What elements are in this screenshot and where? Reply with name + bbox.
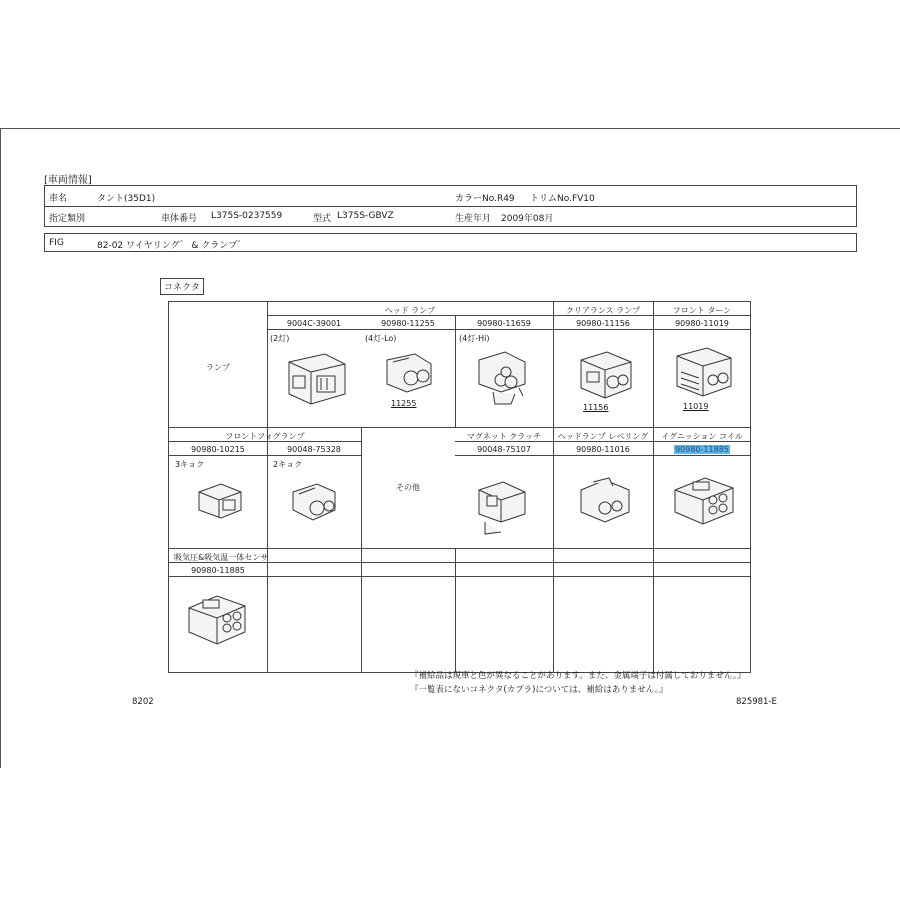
- category-other: その他: [396, 483, 420, 492]
- category-clearance-lamp: クリアランス ランプ: [565, 306, 641, 315]
- fig-label: FIG: [49, 238, 64, 248]
- part-number: 90980-11255: [381, 319, 435, 328]
- category-front-fog: フロントフォグランプ: [225, 432, 305, 441]
- production-value: 2009年08月: [501, 214, 554, 224]
- parts-sheet: [0, 128, 900, 768]
- model-label: 型式: [313, 214, 332, 224]
- section-label: [車両情報]: [44, 175, 92, 186]
- category-magnet-clutch: マグネット クラッチ: [466, 432, 542, 441]
- class-label: 指定類別: [49, 214, 86, 224]
- category-front-turn: フロント ターン: [672, 306, 732, 315]
- sheet-border-left: [0, 128, 1, 768]
- category-map-sensor: 吸気圧&吸気温一体センサ: [174, 553, 269, 562]
- fig-box: [44, 233, 857, 252]
- part-number: 9004C-39001: [286, 319, 342, 328]
- part-tag: 11156: [583, 403, 609, 412]
- variant-note: (4灯-Hi): [459, 334, 490, 343]
- sheet-border-top: [0, 128, 900, 129]
- vehicle-name-value: タント(35D1): [97, 194, 156, 204]
- body-no-label: 車体番号: [161, 214, 198, 224]
- connector-image: [671, 342, 737, 404]
- connector-image: [669, 470, 741, 532]
- part-tag: 11255: [391, 399, 417, 408]
- vehicle-name-label: 車名: [49, 194, 68, 204]
- connector-image: [183, 586, 253, 656]
- part-number: 90980-11016: [576, 445, 630, 454]
- connector-image: [575, 346, 639, 406]
- part-number: 90048-75328: [287, 445, 341, 454]
- category-ignition-coil: イグニッション コイル: [661, 432, 743, 441]
- page-number: 8202: [132, 697, 154, 707]
- part-number: 90048-75107: [477, 445, 531, 454]
- vehicle-info-row-1: [45, 186, 856, 207]
- connector-image: [193, 478, 249, 524]
- trim-no: トリムNo.FV10: [530, 194, 595, 204]
- category-lamp: ランプ: [206, 363, 230, 372]
- part-number: 90980-10215: [191, 445, 245, 454]
- body-no-value: L375S-0237559: [211, 211, 283, 221]
- note-line: 『補給品は現車と色が異なることがあります。また、金属端子は付属しておりません。』: [410, 671, 746, 681]
- part-number: 90980-11156: [576, 319, 630, 328]
- category-headlamp: ヘッド ランプ: [384, 306, 436, 315]
- variant-note: 2キョク: [273, 460, 303, 469]
- connector-table: [168, 301, 751, 673]
- connector-image: [575, 472, 639, 532]
- connector-image: [471, 344, 537, 410]
- part-number: 90980-11019: [675, 319, 729, 328]
- document-code: 825981-E: [736, 697, 777, 707]
- vehicle-info-box: [44, 185, 857, 227]
- note-line: 『一覧表にないコネクタ(カプラ)については、補給はありません。』: [410, 685, 668, 695]
- category-headlamp-leveling: ヘッドランプ レベリング: [557, 432, 649, 441]
- highlighted-part-number: 90980-11885: [675, 445, 729, 454]
- part-number: 90980-11885: [191, 566, 245, 575]
- vehicle-info-row-2: [45, 206, 856, 226]
- connector-image: [471, 472, 537, 538]
- part-tag: 11019: [683, 402, 709, 411]
- connector-image: [379, 348, 439, 398]
- variant-note: 3キョク: [175, 460, 205, 469]
- model-value: L375S-GBVZ: [337, 211, 394, 221]
- production-label: 生産年月: [455, 214, 492, 224]
- fig-value: 82-02 ワイヤリング゛ & クランプ゛: [97, 241, 247, 251]
- connector-section-label: コネクタ: [160, 278, 204, 295]
- color-no: カラーNo.R49: [455, 194, 515, 204]
- connector-image: [287, 478, 343, 526]
- notes: [410, 669, 746, 697]
- connector-image: [281, 342, 353, 414]
- variant-note: (2灯): [270, 334, 290, 343]
- part-number: 90980-11659: [477, 319, 531, 328]
- part-number-highlighted: [653, 445, 751, 454]
- variant-note: (4灯-Lo): [365, 334, 397, 343]
